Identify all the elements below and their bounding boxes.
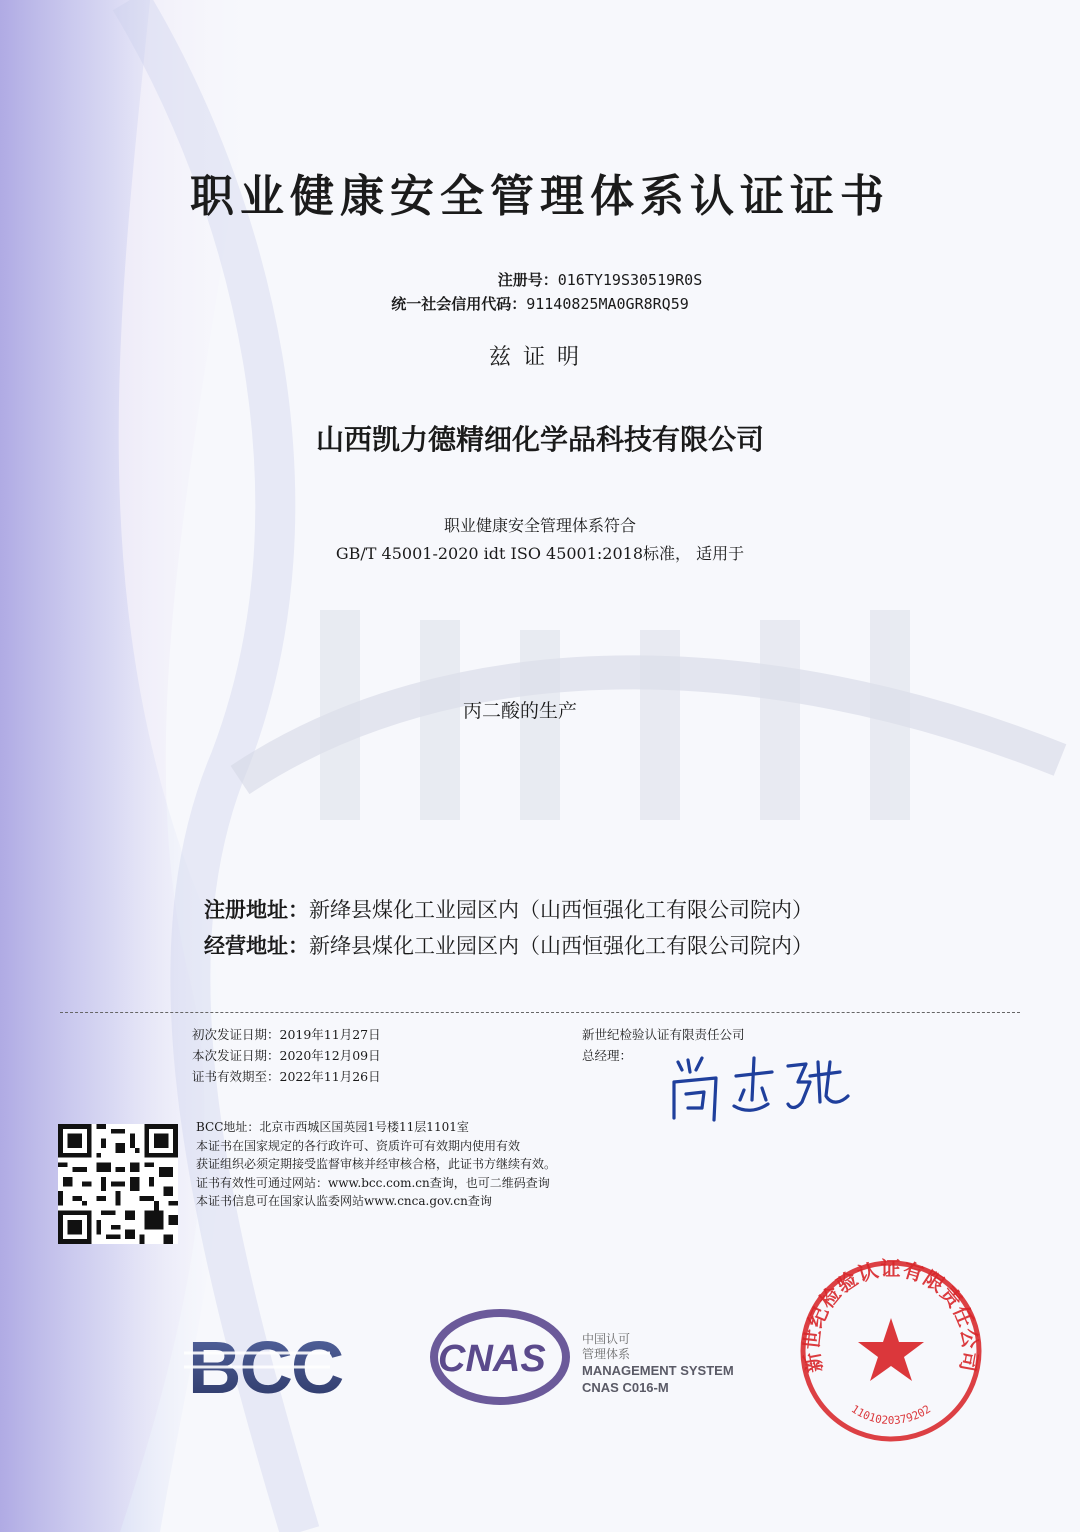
svg-text:1101020379202: [849, 1402, 933, 1427]
this-issue-date: 本次发证日期：2020年12月09日: [192, 1048, 381, 1063]
note-validity-license: 本证书在国家规定的各行政许可、资质许可有效期内使用有效: [196, 1138, 521, 1153]
note-cnca-website: 本证书信息可在国家认监委网站www.cnca.gov.cn查询: [196, 1194, 492, 1208]
valid-until-date: 证书有效期至：2022年11月26日: [192, 1069, 381, 1084]
note-bcc-address: BCC地址：北京市西城区国英园1号楼11层1101室: [196, 1120, 469, 1134]
conformity-line-2: GB/T 45001-2020 idt ISO 45001:2018标准， 适用于: [335, 544, 745, 563]
certificate-notes: [196, 1118, 556, 1211]
bcc-logo: [184, 1326, 343, 1409]
seal-star-icon: [858, 1318, 924, 1381]
first-issue-date: 初次发证日期：2019年11月27日: [192, 1027, 381, 1042]
registration-block: [0, 268, 1080, 316]
cnas-caption-cn-1: 中国认可: [582, 1332, 631, 1346]
general-manager-label: 总经理：: [582, 1048, 633, 1063]
conformity-line-1: 职业健康安全管理体系符合: [443, 516, 636, 535]
registered-address-value: 新绛县煤化工业园区内（山西恒强化工有限公司院内）: [309, 898, 813, 922]
cnas-logo-text: CNAS: [438, 1338, 546, 1380]
dashed-divider: [60, 1012, 1020, 1013]
issuer-org: 新世纪检验认证有限责任公司: [582, 1027, 745, 1042]
operating-address-value: 新绛县煤化工业园区内（山西恒强化工有限公司院内）: [309, 934, 813, 958]
bcc-logo-text: BCC: [188, 1326, 343, 1409]
qr-code[interactable]: [58, 1122, 178, 1246]
cnas-caption-en-1: MANAGEMENT SYSTEM: [582, 1363, 734, 1378]
company-seal: [796, 1256, 986, 1446]
credit-code-label: 统一社会信用代码：: [391, 295, 527, 313]
credit-code: 91140825MA0GR8RQ59: [526, 295, 689, 313]
note-surveillance: 获证组织必须定期接受监督审核并经审核合格，此证书方继续有效。: [196, 1157, 557, 1171]
operating-address: [204, 930, 813, 960]
certificate-title: 职业健康安全管理体系认证证书: [190, 171, 890, 222]
seal-text: 新世纪检验认证有限责任公司: [799, 1256, 983, 1375]
registered-address: [204, 894, 813, 924]
cnas-logo: [434, 1313, 566, 1401]
operating-address-label: 经营地址：: [204, 934, 309, 958]
seal-number: 1101020379202: [848, 1402, 934, 1428]
note-bcc-website: 证书有效性可通过网站：www.bcc.com.cn查询，也可二维码查询: [196, 1175, 550, 1190]
registration-label: 注册号：: [497, 271, 558, 289]
issue-dates: [192, 1024, 381, 1087]
certification-scope: 丙二酸的生产: [462, 700, 577, 722]
registration-number: 016TY19S30519R0S: [557, 271, 703, 289]
cnas-caption: [582, 1332, 734, 1396]
conformity-statement: [0, 512, 1080, 568]
handwritten-signature: [660, 1042, 860, 1132]
hereby-certify: 兹证明: [488, 345, 591, 370]
cnas-caption-en-2: CNAS C016-M: [582, 1380, 669, 1395]
company-name: 山西凯力德精细化学品科技有限公司: [315, 423, 764, 456]
cnas-caption-cn-2: 管理体系: [582, 1347, 631, 1361]
registered-address-label: 注册地址：: [204, 898, 309, 922]
